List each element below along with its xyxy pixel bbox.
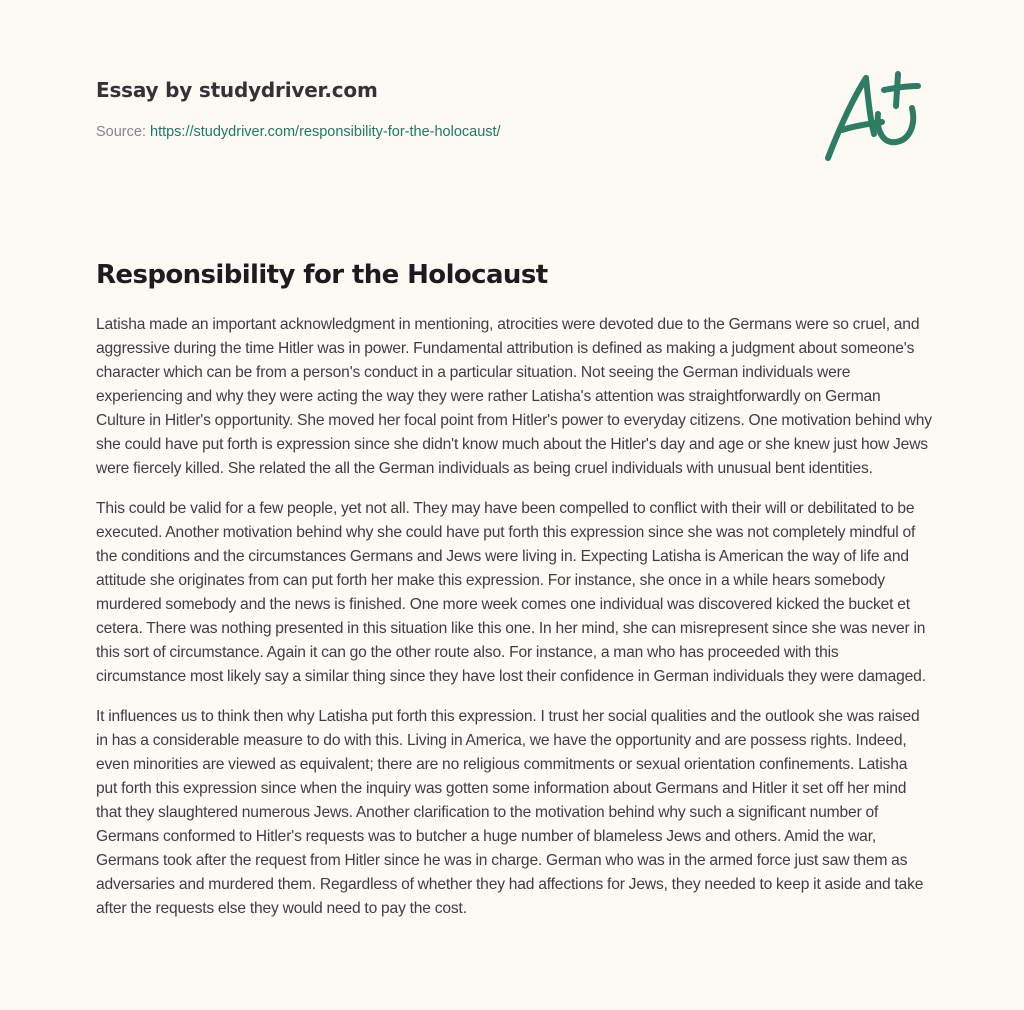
essay-title: Responsibility for the Holocaust [96,260,548,290]
site-title: Essay by studydriver.com [96,78,378,102]
essay-paragraph: Latisha made an important acknowledgment in mentioning, atrocities were devoted due to the Germans were so cruel, and aggressive during the time Hitler was in power. Fundamental attribution is defined as making a judgment about someone's character which can be from a person's conduct in a particular situation. Not seeing the German individuals were experiencing and why they were acting the way they were rather Latisha's attention was straightforwardly on German Culture in Hitler's opportunity. She moved her focal point from Hitler's power to everyday citizens. One motivation behind why she could have put forth is expression since she didn't know much about the Hitler's day and age or she knew just how Jews were fiercely killed. She related the all the German individuals as being cruel individuals with unusual bent identities. [96,316,932,477]
essay-paragraph: This could be valid for a few people, yet not all. They may have been compelled to conflict with their will or debilitated to be executed. Another motivation behind why she could have put forth this expression since she was not completely mindful of the conditions and the circumstances Germans and Jews were living in. Expecting Latisha is American the way of life and attitude she originates from can put forth her make this expression. For instance, she once in a while hears somebody murdered somebody and the news is finished. One more week comes one individual was discovered kicked the bucket et cetera. There was nothing presented in this situation like this one. In her mind, she can misrepresent since she was never in this sort of circumstance. Again it can go the other route also. For instance, a man who has proceeded with this circumstance most likely say a similar thing since they have lost their confidence in German individuals they were damaged. [96,500,926,685]
source-line [96,122,796,142]
source-link[interactable]: https://studydriver.com/responsibility-for-the-holocaust/ [150,124,501,140]
essay-paragraph: It influences us to think then why Latisha put forth this expression. I trust her social qualities and the outlook she was raised in has a considerable measure to do with this. Living in America, we have the opportunity and are possess rights. Indeed, even minorities are viewed as equivalent; there are no religious commitments or sexual orientation confinements. Latisha put forth this expression since when the inquiry was gotten some information about Germans and Hitler it set off her mind that they slaughtered numerous Jews. Another clarification to the motivation behind why such a significant number of Germans conformed to Hitler's requests was to butcher a huge number of blameless Jews and others. Amid the war, Germans took after the request from Hitler since he was in charge. German who was in the armed force just saw them as adversaries and murdered them. Regardless of whether they had affections for Jews, they needed to keep it aside and take after the requests else they would need to pay the cost. [96,708,924,917]
a-plus-grade-icon [818,62,936,168]
source-label: Source: [96,124,150,140]
page-header [96,76,796,142]
essay-body [96,313,932,937]
